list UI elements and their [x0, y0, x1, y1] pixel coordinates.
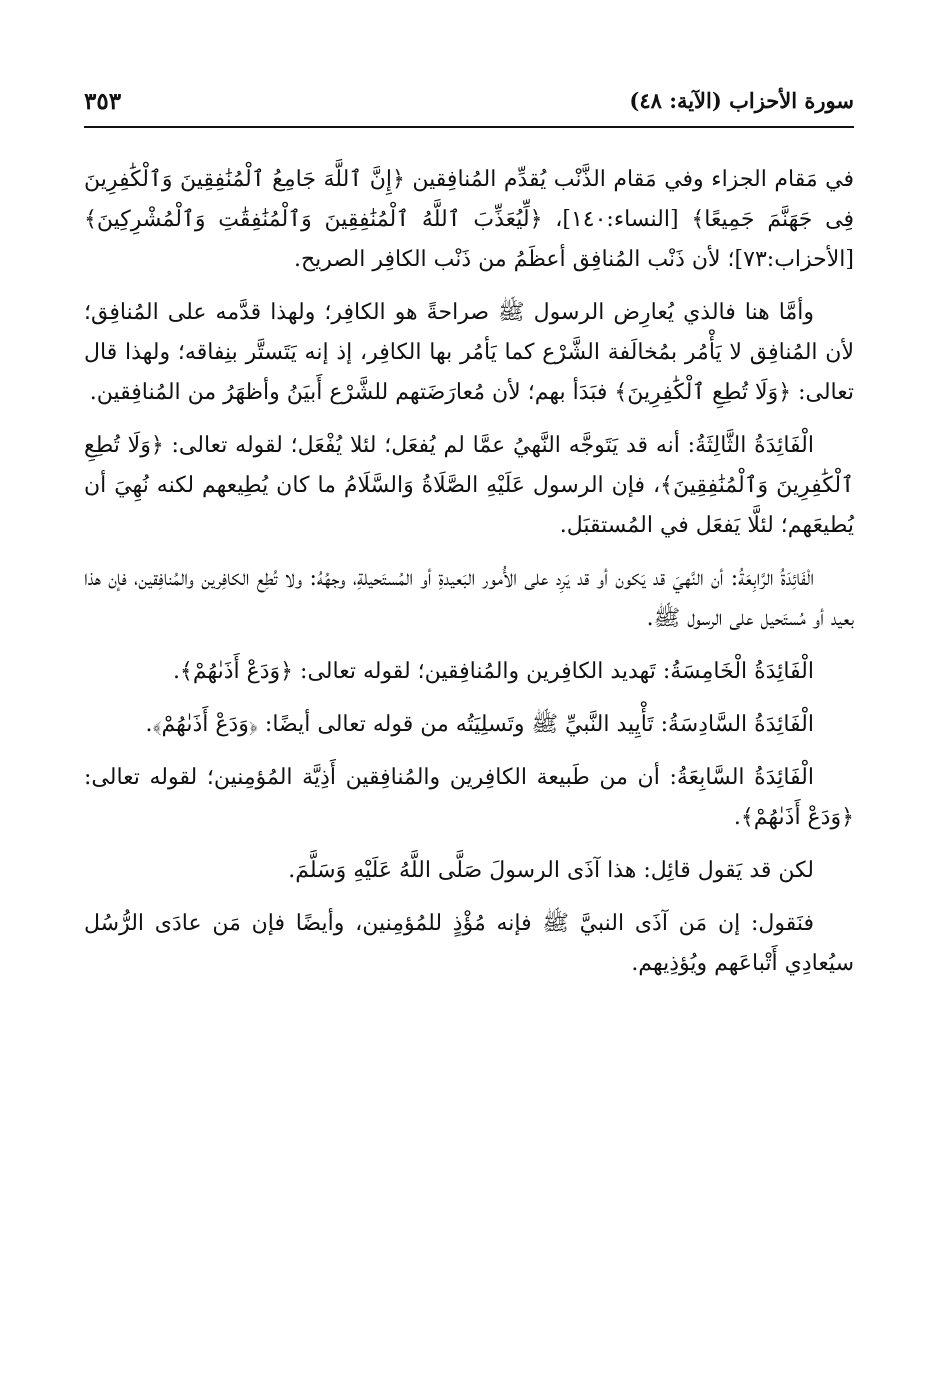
paragraph-objection: لكن قد يَقول قائِل: هذا آذَى الرسولَ صَلَّى اللَّهُ عَلَيْهِ وَسَلَّمَ.: [288, 858, 814, 883]
paragraph-benefit-5: الْفَائِدَةُ الْخَامِسَةُ: تَهديد الكافِرين والمُنافِقين؛ لقوله تعالى: ﴿وَدَعْ أَذَىٰهُمْ﴾.: [172, 659, 814, 684]
page-number: ٣٥٣: [84, 88, 122, 115]
page-header: [84, 86, 854, 126]
paragraph-benefit-3: الْفَائِدَةُ الثَّالِثَةُ: أنه قد يَتَوجَّه النَّهيُ عمَّا لم يُفعَل؛ لئلا يُفْعَل؛ لقوله تعالى: ﴿وَلَا تُطِعِ ٱلْكَٰفِرِينَ وَٱلْمُنَٰفِقِينَ﴾، فإن الرسول عَلَيْهِ الصَّلَاةُ وَالسَّلَامُ ما كان يُطِيعهم لكنه نُهِيَ أن يُطيعَهم؛ لئلَّا يَفعَل في المُستقبَل.: [84, 433, 854, 538]
paragraph-sin-order: في مَقام الجزاء وفي مَقام الذَّنْب يُقدِّم المُنافِقين ﴿إِنَّ ٱللَّهَ جَامِعُ ٱلْمُنَٰفِقِينَ وَٱلْكَٰفِرِينَ فِى جَهَنَّمَ جَمِيعًا﴾ [النساء:١٤٠]، ﴿لِّيُعَذِّبَ ٱللَّهُ ٱلْمُنَٰفِقِينَ وَٱلْمُنَٰفِقَٰتِ وَٱلْمُشْرِكِينَ﴾ [الأحزاب:٧٣]؛ لأن ذَنْب المُنافِق أعظَمُ من ذَنْب الكافِر الصريح.: [84, 167, 854, 272]
header-rule: [84, 126, 854, 128]
paragraph-benefit-6: الْفَائِدَةُ السَّادِسَةُ: تَأْيِيد النَّبيِّ ﷺ وتَسلِيَتُه من قوله تعالى أيضًا: ﴿وَدَعْ أَذَىٰهُمْ﴾.: [145, 712, 814, 737]
page-body: [84, 160, 854, 997]
paragraph-answer: فنَقول: إن مَن آذَى النبيَّ ﷺ فإنه مُؤْذٍ للمُؤمِنين، وأيضًا فإن مَن عادَى الرُّسُل سيُعادِي أَتْباعَهم ويُؤذِيهم.: [84, 911, 854, 976]
running-title: سورة الأحزاب (الآية: ٤٨): [629, 88, 854, 113]
paragraph-benefit-4: الْفَائِدَةُ الرَّابِعَةُ: أن النَّهيَ قد يَكون أو قد يَرِد على الأُمور البَعيدةِ أو المُستَحيلةِ، وجهُهُ: ولا تُطِع الكافِرين والمُنافِقين، فإن هذا بعيد أو مُستَحيل على الرسول ﷺ.: [84, 566, 854, 631]
paragraph-disbeliever-first: وأمَّا هنا فالذي يُعارِض الرسول ﷺ صراحةً هو الكافِر؛ ولهذا قدَّمه على المُنافِق؛ لأن المُنافِق لا يَأْمُر بمُخالَفة الشَّرْع كما يَأمُر بها الكافِر، إذ إنه يَتَستَّر بنِفاقه؛ ولهذا قال تعالى: ﴿وَلَا تُطِعِ ٱلْكَٰفِرِينَ﴾ فبَدَأ بهم؛ لأن مُعارَضَتهم للشَّرْع أَبيَنُ وأظهَرُ من المُنافِقين.: [84, 300, 854, 405]
paragraph-benefit-7: الْفَائِدَةُ السَّابِعَةُ: أن من طَبيعة الكافِرين والمُنافِقين أَذِيَّة المُؤمِنين؛ لقوله تعالى: ﴿وَدَعْ أَذَىٰهُمْ﴾.: [84, 765, 854, 830]
